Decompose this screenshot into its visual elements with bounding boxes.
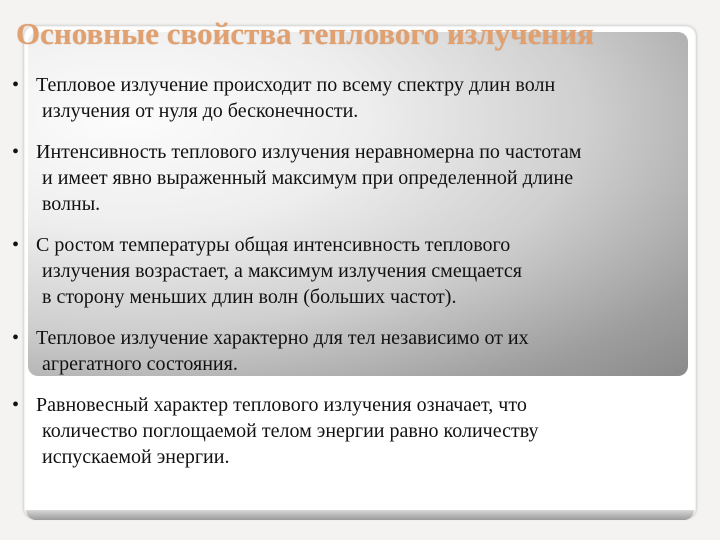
bullet-text-line: и имеет явно выраженный максимум при определенной длине bbox=[42, 167, 574, 189]
bullet-text-line: Тепловое излучение происходит по всему спектру длин волн bbox=[36, 74, 556, 96]
bullet-text-line: излучения от нуля до бесконечности. bbox=[42, 100, 359, 122]
bullet-text-line: излучения возрастает, а максимум излучения смещается bbox=[42, 260, 522, 282]
bullet-text-line: в сторону меньших длин волн (больших частот). bbox=[42, 286, 457, 308]
bullet-item bbox=[12, 392, 702, 470]
bullet-text-line: Интенсивность теплового излучения неравномерна по частотам bbox=[36, 141, 582, 163]
bullet-text-line: Тепловое излучение характерно для тел независимо от их bbox=[36, 327, 529, 349]
bullet-point-icon: • bbox=[12, 394, 20, 416]
bullet-item bbox=[12, 139, 702, 217]
bullet-text-line: количество поглощаемой телом энергии равно количеству bbox=[42, 420, 539, 442]
bullet-text-line: волны. bbox=[42, 193, 101, 215]
bullet-text-line: испускаемой энергии. bbox=[42, 446, 230, 468]
bullet-text-line: агрегатного состояния. bbox=[42, 353, 238, 375]
bullet-point-icon: • bbox=[12, 327, 20, 349]
bullet-list bbox=[12, 72, 702, 485]
bullet-item bbox=[12, 72, 702, 124]
bullet-text-line: Равновесный характер теплового излучения означает, что bbox=[36, 394, 527, 416]
slide-title: Основные свойства теплового излучения bbox=[16, 16, 594, 51]
bullet-point-icon: • bbox=[12, 234, 20, 256]
bullet-text-line: С ростом температуры общая интенсивность теплового bbox=[36, 234, 511, 256]
bullet-item bbox=[12, 232, 702, 310]
bullet-point-icon: • bbox=[12, 74, 20, 96]
bullet-point-icon: • bbox=[12, 141, 20, 163]
bullet-item bbox=[12, 325, 702, 377]
slide-frame-bottom-bar bbox=[26, 510, 694, 520]
